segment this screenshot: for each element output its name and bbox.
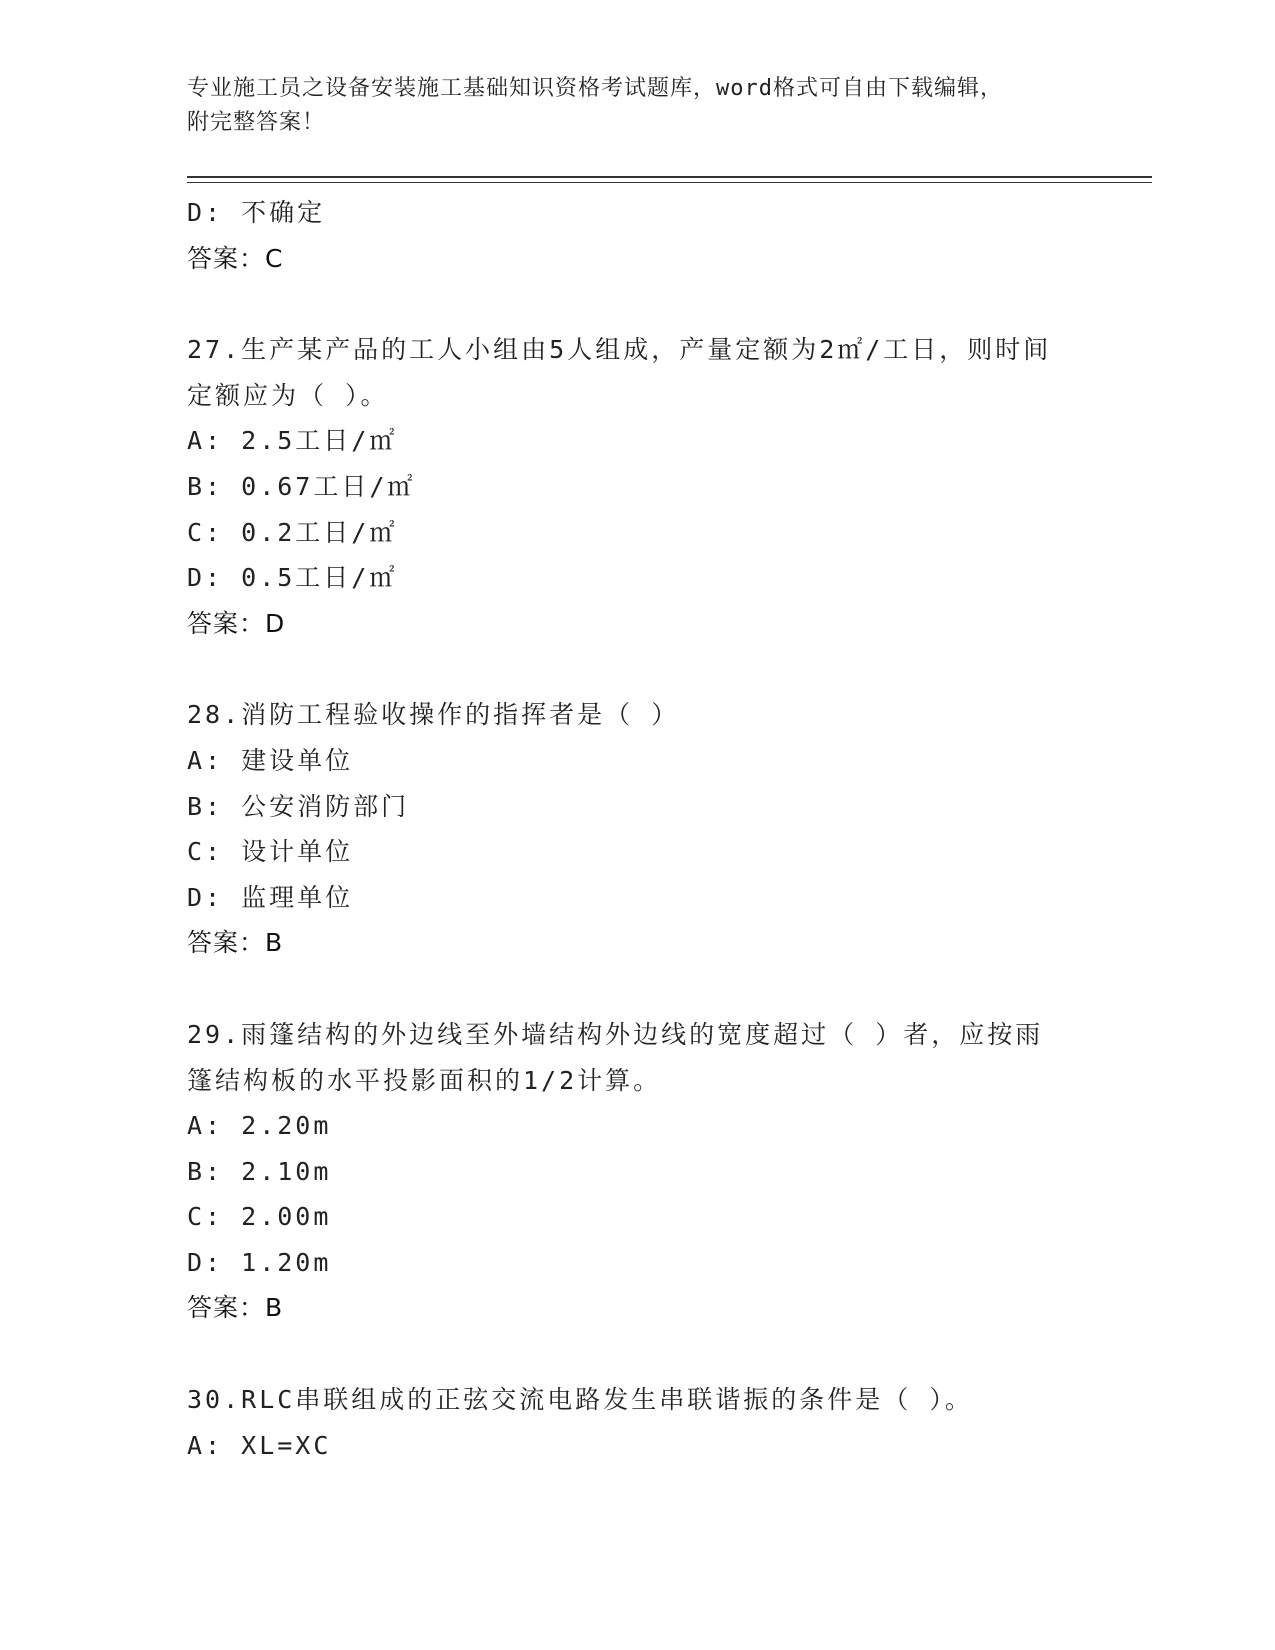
option-b: B: 2.10m: [187, 1156, 332, 1186]
question-stem-line-1: 29.雨篷结构的外边线至外墙结构外边线的宽度超过（ ）者，应按雨: [187, 1019, 1044, 1049]
question-list: [187, 190, 1147, 1468]
header-divider-thick: [187, 176, 1152, 178]
question-stem-line-2: 定额应为（ ）。: [187, 380, 389, 410]
option-b: B: 0.67工日/㎡: [187, 471, 416, 501]
header-line-1: 专业施工员之设备安装施工基础知识资格考试题库，word格式可自由下载编辑，: [187, 76, 1003, 101]
option-a: A: 2.5工日/㎡: [187, 426, 398, 456]
option-a: A: XL=XC: [187, 1430, 332, 1460]
header-line-2: 附完整答案！: [187, 110, 326, 135]
option-d: D: 监理单位: [187, 882, 354, 912]
question-30: [187, 1377, 1147, 1468]
question-28: [187, 692, 1147, 966]
question-stem-line-1: 28.消防工程验收操作的指挥者是（ ）: [187, 700, 680, 730]
option-a: A: 建设单位: [187, 745, 354, 775]
option-c: C: 2.00m: [187, 1202, 332, 1232]
option-b: B: 公安消防部门: [187, 791, 410, 821]
question-29: [187, 1012, 1147, 1331]
question-stem-line-1: 30.RLC串联组成的正弦交流电路发生串联谐振的条件是（ ）。: [187, 1385, 973, 1415]
answer-line: 答案：B: [187, 1293, 284, 1323]
question-stem-line-1: 27.生产某产品的工人小组由5人组成，产量定额为2㎡/工日，则时间: [187, 335, 1052, 365]
option-d: D: 不确定: [187, 198, 326, 227]
previous-question-tail: [187, 190, 1147, 281]
option-a: A: 2.20m: [187, 1111, 332, 1141]
page-header: [187, 72, 1087, 140]
answer-line: 答案：C: [187, 243, 284, 273]
option-c: C: 设计单位: [187, 837, 354, 867]
option-c: C: 0.2工日/㎡: [187, 517, 398, 547]
question-stem-line-2: 篷结构板的水平投影面积的1/2计算。: [187, 1065, 662, 1095]
answer-line: 答案：D: [187, 608, 286, 638]
option-d: D: 0.5工日/㎡: [187, 563, 398, 593]
answer-line: 答案：B: [187, 928, 284, 958]
question-27: [187, 327, 1147, 646]
header-divider-thin: [187, 182, 1152, 183]
option-d: D: 1.20m: [187, 1247, 332, 1277]
